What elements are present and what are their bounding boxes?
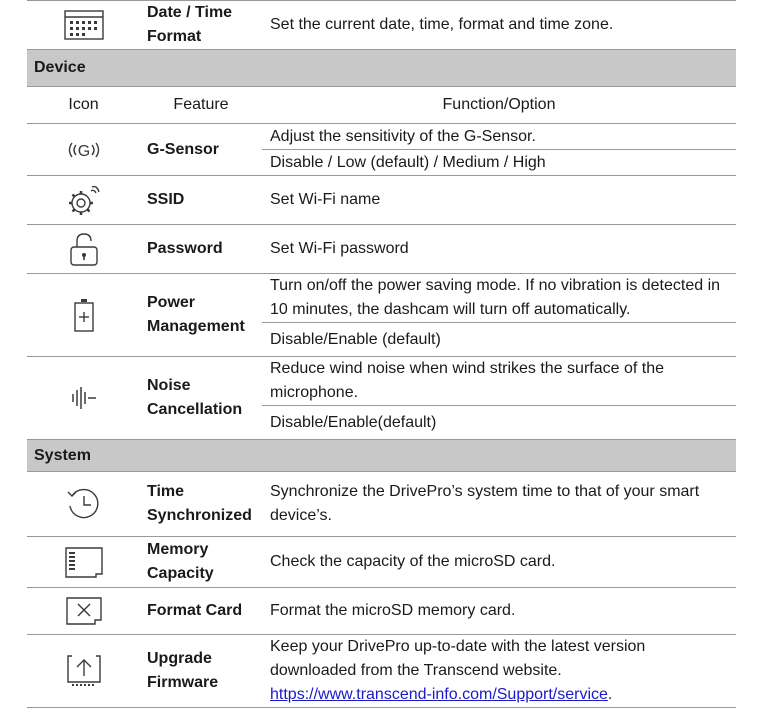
feature-ssid: SSID [147,191,185,208]
battery-icon [27,274,140,356]
feature-format: Format Card [147,602,243,619]
function-format: Format the microSD memory card. [270,602,516,619]
header-function: Function/Option [442,96,556,113]
function-time-sync: Synchronize the DrivePro’s system time to that of your smart device’s. [270,483,700,524]
table-row-time-sync [27,472,736,537]
option-power: Disable/Enable (default) [270,330,441,348]
table-row-noise [27,357,736,440]
lock-icon [27,225,140,273]
function-datetime: Set the current date, time, format and time zone. [270,16,614,33]
table-row-memory [27,537,736,588]
upgrade-icon [27,635,140,707]
calendar-icon [27,1,140,49]
feature-noise: Noise Cancellation [147,377,243,418]
table-row-power [27,274,736,357]
function-upgrade: Keep your DrivePro up-to-date with the latest version downloaded from the Transcend website. [270,638,646,679]
feature-datetime: Date / Time Format [147,4,233,45]
function-gsensor: Adjust the sensitivity of the G-Sensor. [270,127,536,145]
feature-gsensor: G-Sensor [147,140,220,158]
header-feature: Feature [173,96,229,113]
function-password: Set Wi-Fi password [270,240,409,257]
clock-sync-icon [27,472,140,536]
feature-upgrade: Upgrade Firmware [147,650,219,691]
sound-wave-icon [27,357,140,439]
table-row-ssid [27,176,736,225]
function-ssid: Set Wi-Fi name [270,191,381,208]
table-header [27,87,736,124]
section-system: System [27,440,736,472]
function-noise: Reduce wind noise when wind strikes the surface of the microphone. [270,360,664,401]
feature-memory: Memory Capacity [147,541,214,582]
format-card-icon [27,588,140,634]
wifi-gear-icon [27,176,140,224]
function-power: Turn on/off the power saving mode. If no vibration is detected in 10 minutes, the dashcam will turn off automatically. [270,277,721,318]
feature-password: Password [147,240,223,257]
function-memory: Check the capacity of the microSD card. [270,553,556,570]
table-row-password [27,225,736,274]
feature-power: Power Management [147,294,245,335]
section-device: Device [27,50,736,87]
option-gsensor: Disable / Low (default) / Medium / High [270,153,546,171]
support-link[interactable]: https://www.transcend-info.com/Support/service [270,686,608,703]
table-row-format [27,588,736,635]
option-noise: Disable/Enable(default) [270,413,437,431]
table-row-gsensor [27,124,736,176]
sd-card-icon [27,537,140,587]
link-suffix: . [607,686,613,703]
header-icon: Icon [68,96,99,113]
table-row-upgrade [27,635,736,708]
svg-text:G: G [77,142,90,160]
g-sensor-icon [27,124,140,175]
settings-table [27,0,736,708]
feature-time-sync: Time Synchronized [147,483,252,524]
table-row-datetime [27,0,736,50]
